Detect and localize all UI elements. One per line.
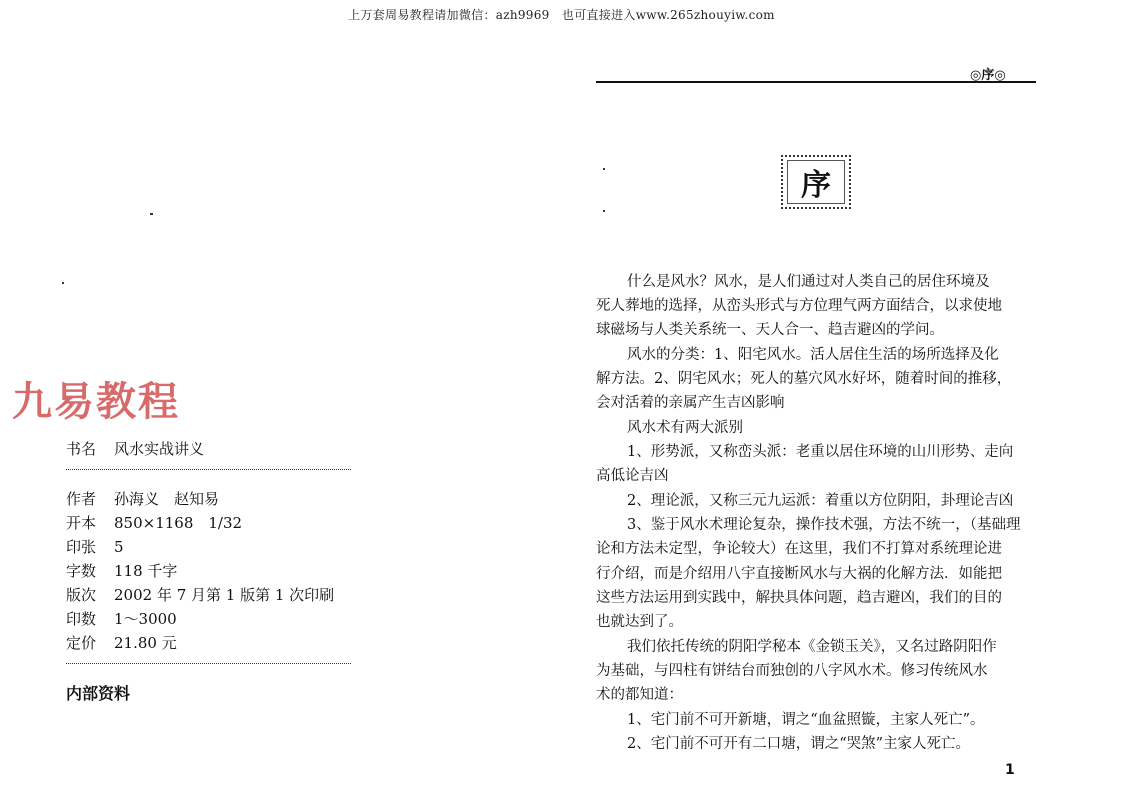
body-line: 论和方法未定型，争论较大）在这里，我们不打算对系统理论进: [596, 541, 1002, 557]
scan-speck: [603, 210, 605, 212]
body-line: 解方法。2、阴宅风水；死人的墓穴风水好坏，随着时间的推移，: [596, 371, 1012, 387]
body-line: 死人葬地的选择，从峦头形式与方位理气两方面结合，以求使地: [596, 298, 1002, 314]
info-row-format: [66, 512, 242, 533]
header-rule: [596, 81, 1036, 83]
body-line: 2、理论派，又称三元九运派：着重以方位阴阳，卦理论吉凶: [627, 493, 1014, 509]
info-label: 开本: [66, 514, 97, 532]
info-row-printrun: [66, 608, 177, 629]
info-row-edition: [66, 584, 334, 605]
info-label: 印张: [66, 538, 97, 556]
scan-speck: [150, 213, 153, 215]
body-line: 风水术有两大派别: [627, 420, 743, 436]
body-line: 2、宅门前不可开有二口塘，谓之“哭煞”主家人死亡。: [627, 736, 971, 752]
info-value: 孙海义 赵知易: [114, 490, 220, 508]
body-line: 球磁场与人类关系统一、天人合一、趋吉避凶的学问。: [596, 322, 944, 338]
body-line: 风水的分类：1、阳宅风水。活人居住生活的场所选择及化: [627, 347, 999, 363]
body-line: 也就达到了。: [596, 614, 683, 630]
info-value: 2002 年 7 月第 1 版第 1 次印刷: [114, 586, 335, 604]
body-line: 1、形势派，又称峦头派：老重以居住环境的山川形势、走向: [627, 444, 1014, 460]
info-row-sheets: [66, 536, 124, 557]
dotted-divider: [66, 663, 351, 664]
info-label: 印数: [66, 610, 97, 628]
info-label: 作者: [66, 490, 97, 508]
info-label: 版次: [66, 586, 97, 604]
chapter-title-frame: [781, 155, 851, 209]
info-value: 850×1168 1/32: [114, 514, 243, 532]
body-line: 这些方法运用到实践中，解抉具体问题，趋吉避凶，我们的目的: [596, 590, 1002, 606]
page-number: 1: [1005, 762, 1015, 778]
body-line: 什么是风水？风水，是人们通过对人类自己的居住环境及: [627, 274, 990, 290]
body-line: 我们依托传统的阴阳学秘本《金锁玉关》，又名过路阴阳作: [627, 639, 997, 655]
info-row-wordcount: [66, 560, 177, 581]
info-row-title: [66, 438, 204, 459]
info-label: 书名: [66, 440, 97, 458]
info-row-price: [66, 632, 177, 653]
brand-watermark: 九易教程: [12, 379, 180, 425]
running-head: ◎序◎: [970, 68, 1006, 83]
info-value: 21.80 元: [114, 634, 177, 652]
info-value: 5: [114, 538, 124, 556]
body-line: 行介绍，而是介绍用八宇直接断风水与大祸的化解方法．如能把: [596, 566, 1002, 582]
scan-speck: [62, 282, 64, 284]
body-line: 高低论吉凶: [596, 468, 669, 484]
chapter-title: 序: [787, 160, 845, 204]
internal-material-label: 内部资料: [66, 684, 131, 703]
top-banner-text: 上万套周易教程请加微信：azh9969 也可直接进入www.265zhouyiw.com: [348, 8, 775, 22]
dotted-divider: [66, 469, 351, 470]
info-value: 118 千字: [114, 562, 178, 580]
info-label: 定价: [66, 634, 97, 652]
info-value: 1～3000: [114, 610, 177, 628]
body-line: 术的都知道：: [596, 687, 683, 703]
info-value: 风水实战讲义: [114, 440, 205, 458]
body-line: 3、鉴于风水术理论复杂，操作技术强，方法不统一，（基础理: [627, 517, 1021, 533]
body-line: 为基础，与四柱有饼结台而独创的八字风水术。修习传统风水: [596, 663, 988, 679]
body-line: 1、宅门前不可开新塘，谓之“血盆照镟，主家人死亡”。: [627, 712, 985, 728]
info-row-author: [66, 488, 219, 509]
scan-speck: [603, 168, 605, 170]
info-label: 字数: [66, 562, 97, 580]
body-line: 会对活着的亲属产生吉凶影响: [596, 395, 785, 411]
